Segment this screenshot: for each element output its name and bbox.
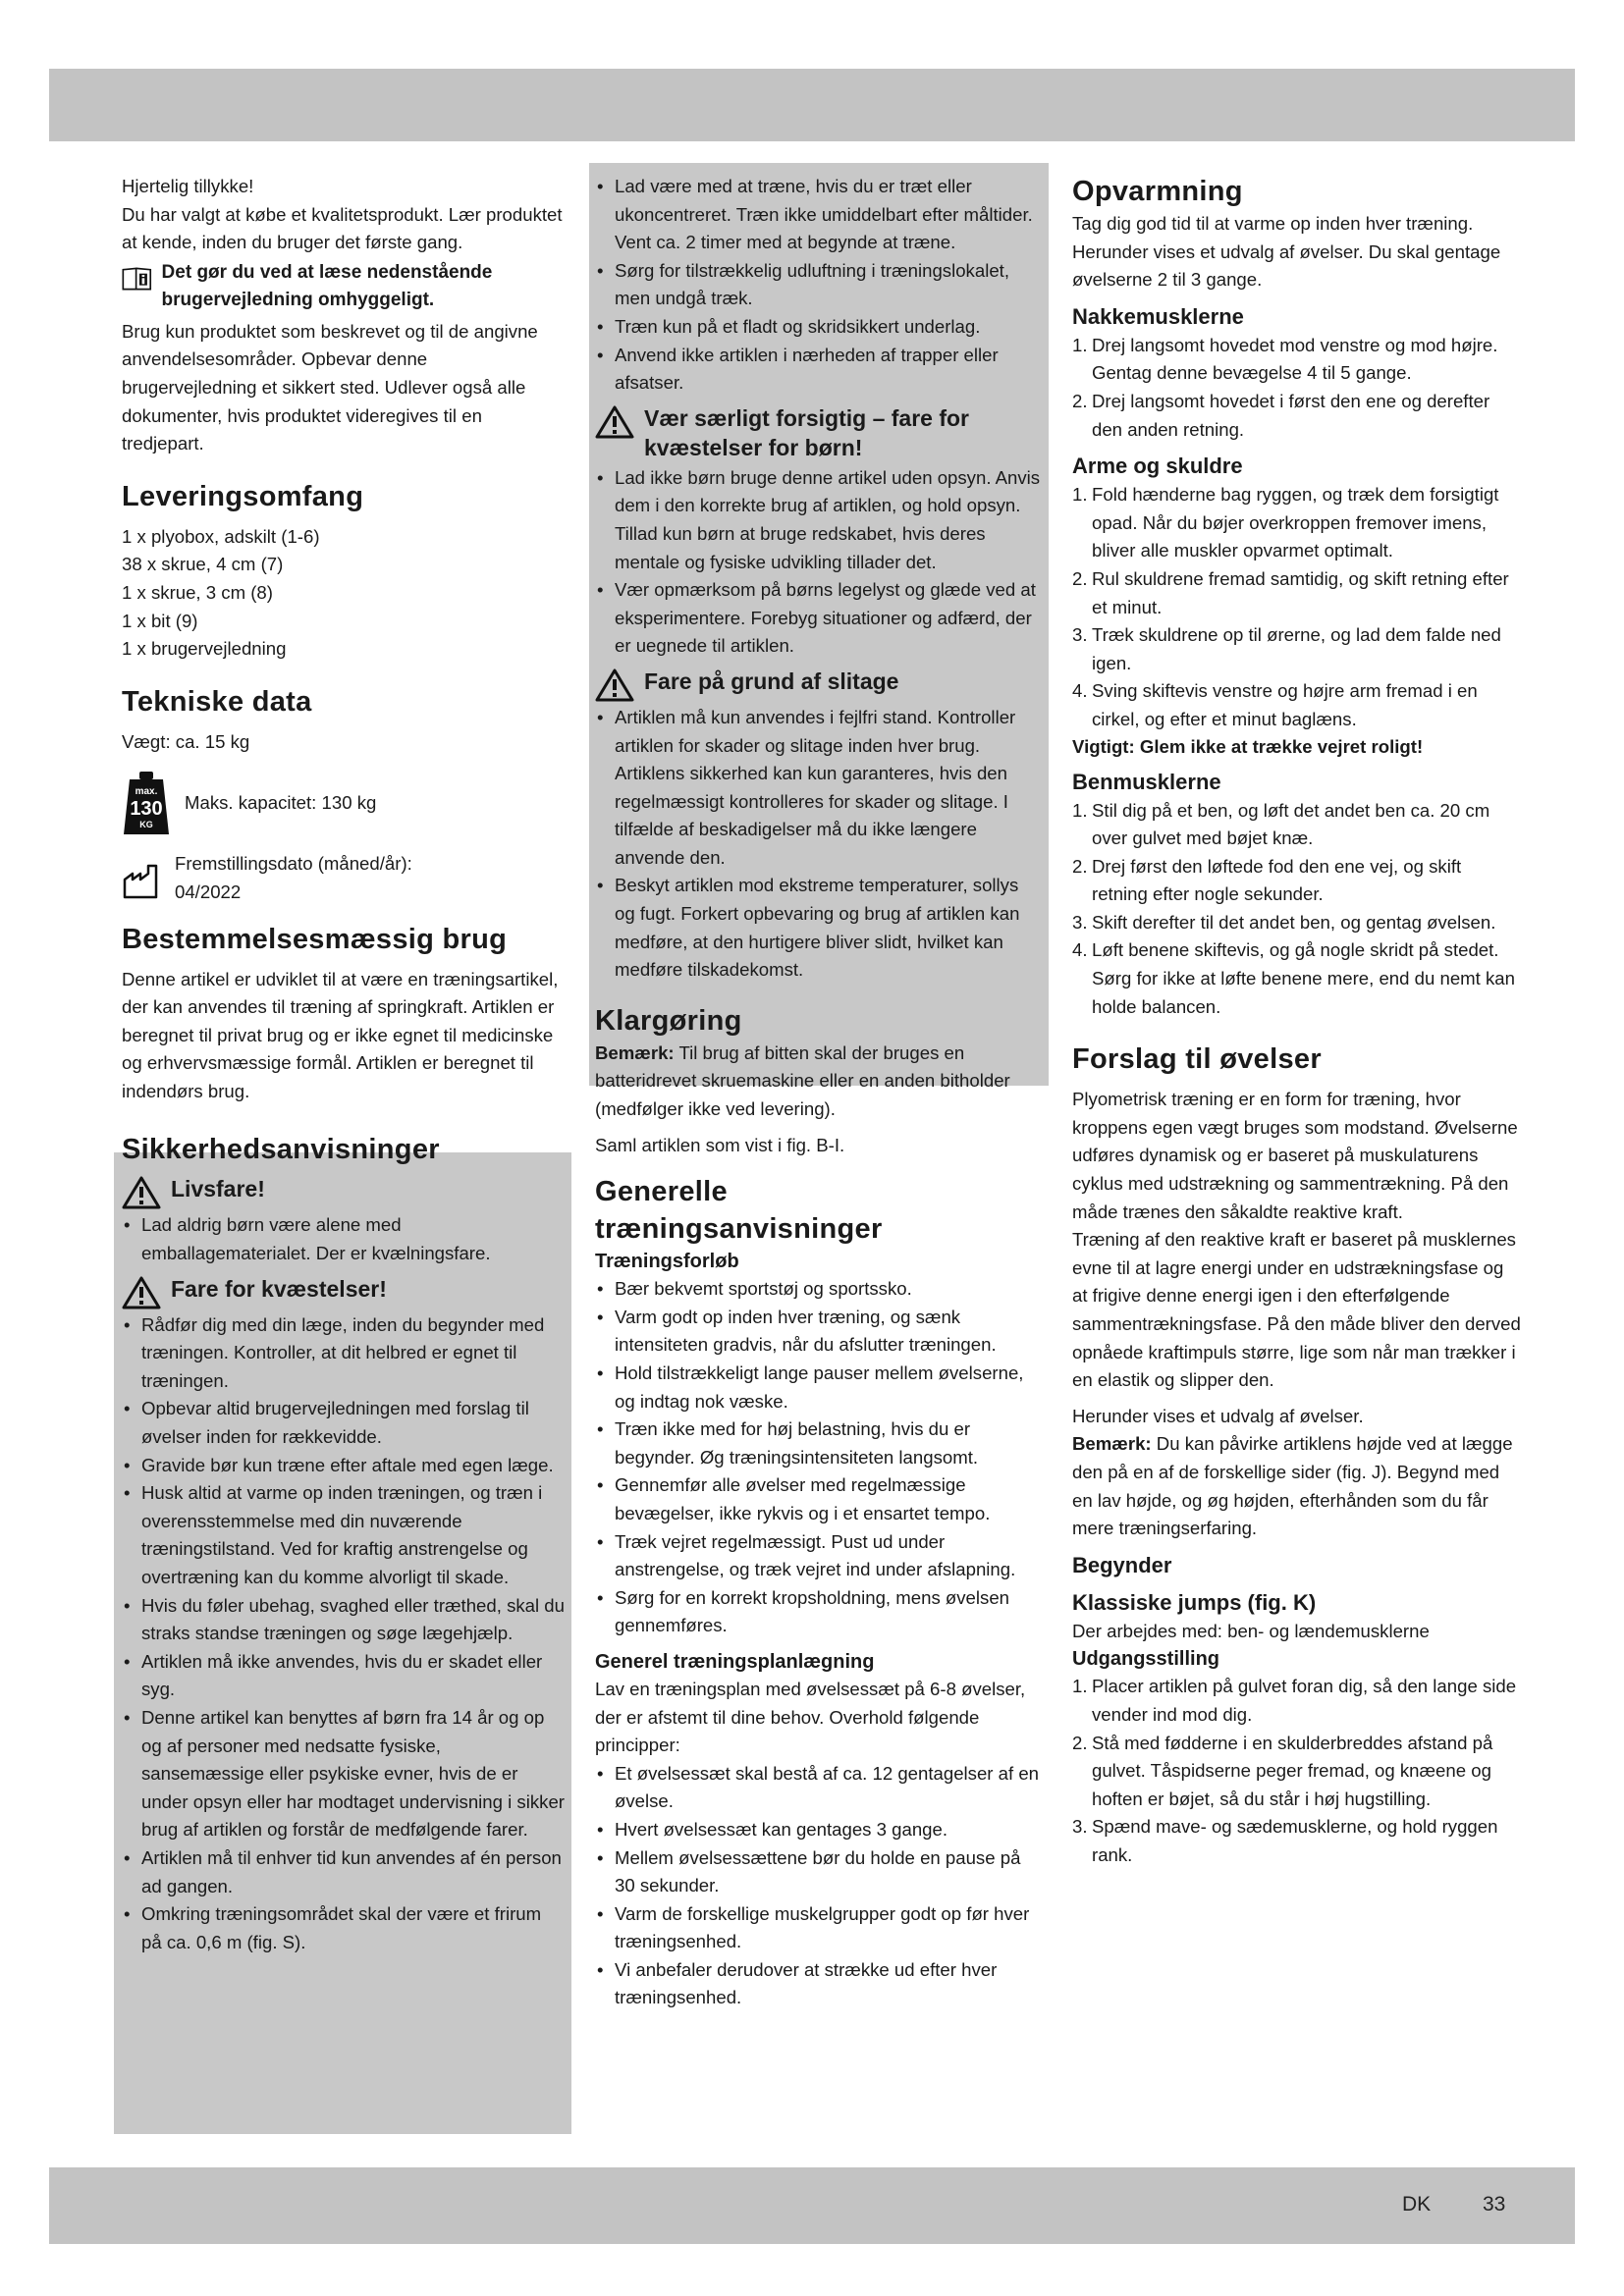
list-item: • Lad ikke børn bruge denne artikel uden opsyn. Anvis dem i den korrekte brug af artiklen, og hold opsyn. Tillad kun børn at bruge redskabet, hvis deres mentale og fysiske udvikling tillader det. <box>595 464 1043 576</box>
list-item: • Hvis du føler ubehag, svaghed eller træthed, skal du straks standse træningen og søge lægehjælp. <box>122 1592 566 1648</box>
list-item: 2. Drej først den løftede fod den ene vej, og skift retning efter nogle sekunder. <box>1072 855 1462 905</box>
safety-heading: Sikkerhedsanvisninger <box>122 1134 440 1166</box>
jumps-text: Der arbejdes med: ben- og lændemusklerne <box>1072 1620 1430 1641</box>
intro-usage-text: Brug kun produktet som beskrevet og til de angivne anvendelsesområder. Opbevar denne brugervejledning et sikkert sted. Udlever også alle dokumenter, hvis produktet videregives til en tredjepart. <box>122 320 538 454</box>
max-weight-icon <box>122 770 171 836</box>
list-item: • Hold tilstrækkeligt lange pauser mellem øvelserne, og indtag nok væske. <box>595 1360 1043 1415</box>
list-item: • Vær opmærksom på børns legelyst og glæde ved at eksperimentere. Forebyg situationer og adfærd, der er uegnede til artiklen. <box>595 576 1043 661</box>
weight-text: Vægt: ca. 15 kg <box>122 730 250 752</box>
mfg-date: 04/2022 <box>175 881 242 902</box>
warning-title: Livsfare! <box>171 1176 265 1202</box>
warning-injury <box>122 1274 566 1309</box>
warning-triangle-icon <box>122 1276 161 1309</box>
scope-heading: Leveringsomfang <box>122 480 364 512</box>
scope-item: 38 x skrue, 4 cm (7) <box>122 554 284 575</box>
warmup-heading: Opvarmning <box>1072 176 1243 207</box>
warning-triangle-icon <box>595 405 634 439</box>
column-left <box>122 173 566 1956</box>
list-item: 2. Drej langsomt hovedet i først den ene og derefter den anden retning. <box>1072 390 1490 440</box>
max-weight-icon-number: 130 <box>130 798 163 821</box>
general-heading-line1: Generelle <box>595 1176 728 1208</box>
suggestions-text-3: Herunder vises et udvalg af øvelser. <box>1072 1405 1364 1426</box>
list-item: • Gravide bør kun træne efter aftale med egen læge. <box>122 1452 566 1480</box>
tech-heading: Tekniske data <box>122 685 312 718</box>
list-item: • Træk vejret regelmæssigt. Pust ud under anstrengelse, og træk vejret ind under afslapning. <box>595 1528 1043 1584</box>
list-item: • Træn ikke med for høj belastning, hvis du er begynder. Øg træningsintensiteten langsomt. <box>595 1415 1043 1471</box>
column-middle <box>595 173 1043 2012</box>
info-note-text: Det gør du ved at læse nedenstående brugervejledning omhyggeligt. <box>161 261 493 310</box>
list-item: • Varm de forskellige muskelgrupper godt op før hver træningsenhed. <box>595 1900 1043 1956</box>
list-item: • Artiklen må til enhver tid kun anvendes af én person ad gangen. <box>122 1844 566 1900</box>
list-item: 2. Rul skuldrene fremad samtidig, og skift retning efter et minut. <box>1072 567 1509 617</box>
warning-title: Fare for kvæstelser! <box>171 1275 387 1302</box>
suggestions-text: Plyometrisk træning er en form for træning, hvor kroppens egen vægt bruges som modstand. Øvelserne udføres dynamisk og er baseret på muskulaturens cyklus med udstrækning og sammentrækning. På den måde trænes den såkaldte reaktive kraft. <box>1072 1089 1518 1222</box>
list-item: • Et øvelsessæt skal bestå af ca. 12 gentagelser af en øvelse. <box>595 1760 1043 1816</box>
list-item: 1. Fold hænderne bag ryggen, og træk dem forsigtigt opad. Når du bøjer overkroppen fremover imens, bliver alle muskler opvarmet optimalt. <box>1072 484 1499 561</box>
list-item: • Vi anbefaler derudover at strække ud efter hver træningsenhed. <box>595 1956 1043 2012</box>
list-item: • Opbevar altid brugervejledningen med forslag til øvelser inden for rækkevidde. <box>122 1395 566 1451</box>
list-item: 2. Stå med fødderne i en skulderbreddes afstand på gulvet. Tåspidserne peger fremad, og knæene og hoften er bøjet, så du står i høj hugstilling. <box>1072 1732 1493 1809</box>
list-item: • Lad aldrig børn være alene med emballagematerialet. Der er kvælningsfare. <box>122 1211 566 1267</box>
list-item: • Sørg for en korrekt kropsholdning, mens øvelsen gennemføres. <box>595 1584 1043 1640</box>
max-weight-icon-unit: KG <box>139 820 153 830</box>
intro-greeting: Hjertelig tillykke! <box>122 176 254 196</box>
max-weight-icon-top: max. <box>135 786 158 798</box>
list-item: 3. Skift derefter til det andet ben, og gentag øvelsen. <box>1072 911 1496 933</box>
list-item: • Sørg for tilstrækkelig udluftning i træningslokalet, men undgå træk. <box>595 257 1043 313</box>
suggestions-heading: Forslag til øvelser <box>1072 1043 1322 1076</box>
list-item: • Træn kun på et fladt og skridsikkert underlag. <box>595 313 1043 342</box>
list-item: 4. Sving skiftevis venstre og højre arm fremad i en cirkel, og efter et minut baglæns. <box>1072 680 1478 729</box>
scope-item: 1 x skrue, 3 cm (8) <box>122 581 273 603</box>
suggestions-text-2: Træning af den reaktive kraft er baseret på musklernes evne til at lagre energi under en udstrækningsfase og at frigive denne energi igen i den efterfølgende sammentrækningsfase. På den måde bliver den derved opnåede kraftimpuls større, lige som når man trækker i en elastik og slipper den. <box>1072 1229 1521 1391</box>
note-text: Du kan påvirke artiklens højde ved at lægge den på en af de forskellige sider (fig. J). Begynd med en lav højde, og øg højden, efterhånden som du får mere træningserfaring. <box>1072 1433 1513 1539</box>
warmup-text: Tag dig god tid til at varme op inden hver træning. Herunder vises et udvalg af øvelser. Du skal gentage øvelserne 2 til 3 gange. <box>1072 213 1501 291</box>
planning-heading: Generel træningsplanlægning <box>595 1650 875 1673</box>
capacity-row <box>122 770 566 836</box>
list-item: • Omkring træningsområdet skal der være et frirum på ca. 0,6 m (fig. S). <box>122 1900 566 1956</box>
list-item: • Artiklen må kun anvendes i fejlfri stand. Kontroller artiklen for skader og slitage inden hver brug. Artiklens sikkerhed kan kun garanteres, hvis den regelmæssigt kontrolleres for skader og slitage. I tilfælde af beskadigelser må du ikke længere anvende den. <box>595 704 1043 873</box>
warning-title: Vær særligt forsigtig – fare for kvæstelser for børn! <box>644 404 970 460</box>
course-heading: Træningsforløb <box>595 1251 739 1273</box>
warning-triangle-icon <box>122 1176 161 1209</box>
manufacture-date-icon <box>122 862 161 901</box>
list-item: • Lad være med at træne, hvis du er træt eller ukoncentreret. Træn ikke umiddelbart efter måltider. Vent ca. 2 timer med at begynde at træne. <box>595 173 1043 257</box>
neck-heading: Nakkemusklerne <box>1072 303 1244 329</box>
scope-item: 1 x bit (9) <box>122 610 198 631</box>
jumps-heading: Klassiske jumps (fig. K) <box>1072 1589 1317 1615</box>
warning-wear <box>595 667 1043 702</box>
planning-intro: Lav en træningsplan med øvelsessæt på 6-8 øvelser, der er afstemt til dine behov. Overhold følgende principper: <box>595 1678 1026 1756</box>
list-item: • Husk altid at varme op inden træningen, og træn i overensstemmelse med din nuværende træningstilstand. Ved for kraftig anstrengelse og overtræning kan du komme alvorligt til skade. <box>122 1479 566 1591</box>
important-note: Vigtigt: Glem ikke at trække vejret roligt! <box>1072 735 1424 757</box>
list-item: 1. Drej langsomt hovedet mod venstre og mod højre. Gentag denne bevægelse 4 til 5 gange. <box>1072 334 1498 384</box>
footer-language: DK <box>1402 2193 1432 2216</box>
scope-item: 1 x plyobox, adskilt (1-6) <box>122 525 320 547</box>
note-label: Bemærk: <box>1072 1433 1152 1455</box>
legs-heading: Benmusklerne <box>1072 769 1221 794</box>
intended-use-text: Denne artikel er udviklet til at være en træningsartikel, der kan anvendes til træning af springkraft. Artiklen er beregnet til privat brug og er ikke egnet til medicinske og erhvervsmæssige formål. Artiklen er beregnet til indendørs brug. <box>122 968 559 1101</box>
assembly-text: Saml artiklen som vist i fig. B-I. <box>595 1134 845 1155</box>
warning-children <box>595 403 1043 462</box>
list-item: • Bær bekvemt sportstøj og sportssko. <box>595 1275 1043 1304</box>
capacity-text: Maks. kapacitet: 130 kg <box>185 792 377 814</box>
beginner-heading: Begynder <box>1072 1552 1172 1577</box>
note-text: Til brug af bitten skal der bruges en batteridrevet skruemaskine eller en anden bitholder (medfølger ikke ved levering). <box>595 1041 1010 1120</box>
list-item: 3. Træk skuldrene op til ørerne, og lad dem falde ned igen. <box>1072 624 1501 673</box>
general-heading-line2: træningsanvisninger <box>595 1213 883 1246</box>
intro-text: Du har valgt at købe et kvalitetsprodukt. Lær produktet at kende, inden du bruger det første gang. <box>122 203 563 253</box>
list-item: • Varm godt op inden hver træning, og sænk intensiteten gradvis, når du afslutter træningen. <box>595 1304 1043 1360</box>
list-item: 1. Stil dig på et ben, og løft det andet ben ca. 20 cm over gulvet med bøjet knæ. <box>1072 799 1490 849</box>
list-item: • Beskyt artiklen mod ekstreme temperaturer, sollys og fugt. Forkert opbevaring og brug af artiklen kan medføre, at den hurtigere bliver slidt, hvilket kan medføre tilskadekomst. <box>595 872 1043 984</box>
info-note <box>122 259 566 314</box>
preparation-note <box>595 1040 1043 1124</box>
list-item: • Gennemfør alle øvelser med regelmæssige bevægelser, ikke rykvis og i et ensartet tempo. <box>595 1471 1043 1527</box>
list-item: • Anvend ikke artiklen i nærheden af trapper eller afsatser. <box>595 342 1043 398</box>
mfg-row <box>122 850 566 906</box>
list-item: • Mellem øvelsessættene bør du holde en pause på 30 sekunder. <box>595 1844 1043 1900</box>
warning-title: Fare på grund af slitage <box>644 667 899 694</box>
warning-life-danger <box>122 1174 566 1209</box>
height-note <box>1072 1430 1522 1542</box>
list-item: • Denne artikel kan benyttes af børn fra 14 år og op og af personer med nedsatte fysiske, sansemæssige eller psykiske evner, hvis de er under opsyn eller har modtaget undervisning i sikker brug af artiklen og forstår de medfølgende farer. <box>122 1704 566 1844</box>
column-right <box>1072 173 1522 1870</box>
note-label: Bemærk: <box>595 1041 675 1063</box>
page-number: 33 <box>1483 2193 1506 2216</box>
preparation-heading: Klargøring <box>595 1004 742 1037</box>
warning-triangle-icon <box>595 668 634 702</box>
header-bar <box>49 69 1575 141</box>
list-item: • Rådfør dig med din læge, inden du begynder med træningen. Kontroller, at dit helbred er egnet til træningen. <box>122 1311 566 1396</box>
list-item: • Artiklen må ikke anvendes, hvis du er skadet eller syg. <box>122 1648 566 1704</box>
arms-heading: Arme og skuldre <box>1072 454 1243 479</box>
list-item: 3. Spænd mave- og sædemusklerne, og hold ryggen rank. <box>1072 1816 1498 1865</box>
list-item: • Hvert øvelsessæt kan gentages 3 gange. <box>595 1816 1043 1844</box>
scope-item: 1 x brugervejledning <box>122 638 287 660</box>
footer-bar <box>49 2167 1575 2244</box>
intended-use-heading: Bestemmelsesmæssig brug <box>122 923 508 955</box>
list-item: 4. Løft benene skiftevis, og gå nogle skridt på stedet. Sørg for ikke at løfte benene mere, end du nemt kan holde balancen. <box>1072 939 1515 1017</box>
mfg-label: Fremstillingsdato (måned/år): <box>175 853 412 875</box>
start-position-heading: Udgangsstilling <box>1072 1648 1219 1671</box>
list-item: 1. Placer artiklen på gulvet foran dig, så den lange side vender ind mod dig. <box>1072 1676 1517 1725</box>
manual-info-icon <box>122 259 152 298</box>
